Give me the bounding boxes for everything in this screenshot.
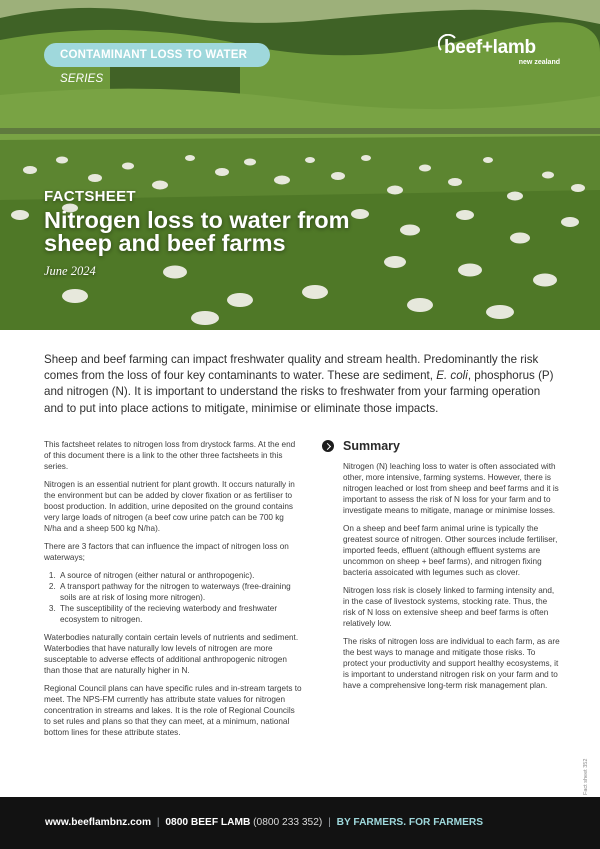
summary-section [322, 440, 560, 698]
series-label: CONTAMINANT LOSS TO WATER [60, 49, 248, 61]
summary-heading: Summary [343, 438, 400, 453]
intro-text-2: , phosphorus (P) and nitrogen (N). It is important to understand the risks to freshwater from your farming operation and to put into place actions to mitigate, minimise or eliminate those impacts. [44, 369, 554, 415]
list-item: 1. A source of nitrogen (either natural or anthropogenic). [58, 570, 302, 581]
paragraph-scope: This factsheet relates to nitrogen loss from drystock farms. At the end of this document there is a link to the other three factsheets in this series. [44, 440, 296, 471]
page-title: Nitrogen loss to water from sheep and beef farms [44, 207, 350, 256]
summary-paragraph: Nitrogen loss risk is closely linked to farming intensity and, in the case of livestock systems, stocking rate. Thus, the risk of N loss on extensive sheep and beef farms is often relatively low. [343, 586, 555, 628]
footer-divider: | [328, 817, 331, 828]
beef-lamb-logo[interactable] [444, 38, 564, 70]
website-link[interactable]: www.beeflambnz.com [45, 817, 152, 828]
factsheet-code: Fact sheet 352 [583, 758, 589, 795]
logo-text: beef+lamb [444, 37, 536, 58]
logo-ring-icon [438, 34, 460, 56]
paragraph-regional-council: Regional Council plans can have specific rules and in-stream targets to meet. The NPS-FM currently has attribute state values for nitrogen concentration in streams and lakes. It is the role of Regional Councils to set rules and plans so that they can meet, at a minimum, national bottom lines for these attribute states. [44, 684, 302, 737]
logo-subtext: new zealand [518, 59, 560, 66]
hero-banner [0, 0, 600, 330]
paragraph-nitrogen: Nitrogen is an essential nutrient for plant growth. It occurs naturally in the environment but can be added by clover fixation or as fertiliser to boost production. In addition, urine deposited on the ground contains very large loads of nitrogen (a beef cow urine patch can be 700 kg N/ha and a sheep 500 kg N/ha). [44, 480, 295, 533]
factors-list [44, 570, 302, 625]
list-item: 3. The susceptibility of the recieving waterbody and freshwater ecosystem to nitrogen. [58, 603, 302, 625]
series-suffix: SERIES [60, 73, 104, 85]
intro-paragraph [44, 352, 558, 417]
kicker: FACTSHEET [44, 188, 136, 205]
summary-paragraph: Nitrogen (N) leaching loss to water is often associated with other, more intensive, farming systems. However, there is nitrogen leached or lost from sheep and beef farms and it is important to assess the risk of N loss for your farm and to investigate means to mitigate, manage or minimise losses. [343, 462, 559, 515]
publish-date: June 2024 [44, 264, 96, 278]
tagline: BY FARMERS. FOR FARMERS [336, 817, 484, 828]
paragraph-factors-intro: There are 3 factors that can influence the impact of nitrogen loss on waterways; [44, 542, 289, 562]
summary-paragraph: The risks of nitrogen loss are individual to each farm, as are the best ways to manage and mitigate those risks. To protect your productivity and support healthy ecosystems, it is important to understand nitrogen risk on your farm and to have a comprehensive long-term risk management plan. [343, 637, 560, 690]
hero-text [44, 188, 374, 279]
chevron-right-icon [322, 440, 334, 452]
summary-paragraph: On a sheep and beef farm animal urine is typically the greatest source of nitrogen. Other sources include fertiliser, imported feeds, effluent (although effluent systems are uncommon on sheep + beef farms), and nitrogen fixing bacteria assoicated with legumes such as clover. [343, 524, 558, 577]
list-item: 2. A transport pathway for the nitrogen to waterways (free-draining soils are at risk of losing more nitrogen). [58, 581, 302, 603]
footer-bar [0, 797, 600, 849]
summary-header [322, 440, 560, 452]
intro-text-1: Sheep and beef farming can impact freshwater quality and stream health. Predominantly the risk comes from the loss of four key contaminants to water. These are sediment, [44, 353, 539, 383]
footer-divider: | [156, 817, 160, 828]
paragraph-waterbodies: Waterbodies naturally contain certain levels of nutrients and sediment. Waterbodies that have naturally low levels of nitrogen are more susceptable to adverse effects of additional anthropogenic nitrogen than those that are naturally higher in N. [44, 633, 299, 675]
phone-label[interactable]: 0800 BEEF LAMB [165, 817, 251, 828]
left-column [44, 439, 302, 745]
intro-ecoli: E. coli [436, 369, 468, 383]
series-badge [44, 43, 270, 85]
phone-number[interactable]: (0800 233 352) [253, 817, 323, 828]
